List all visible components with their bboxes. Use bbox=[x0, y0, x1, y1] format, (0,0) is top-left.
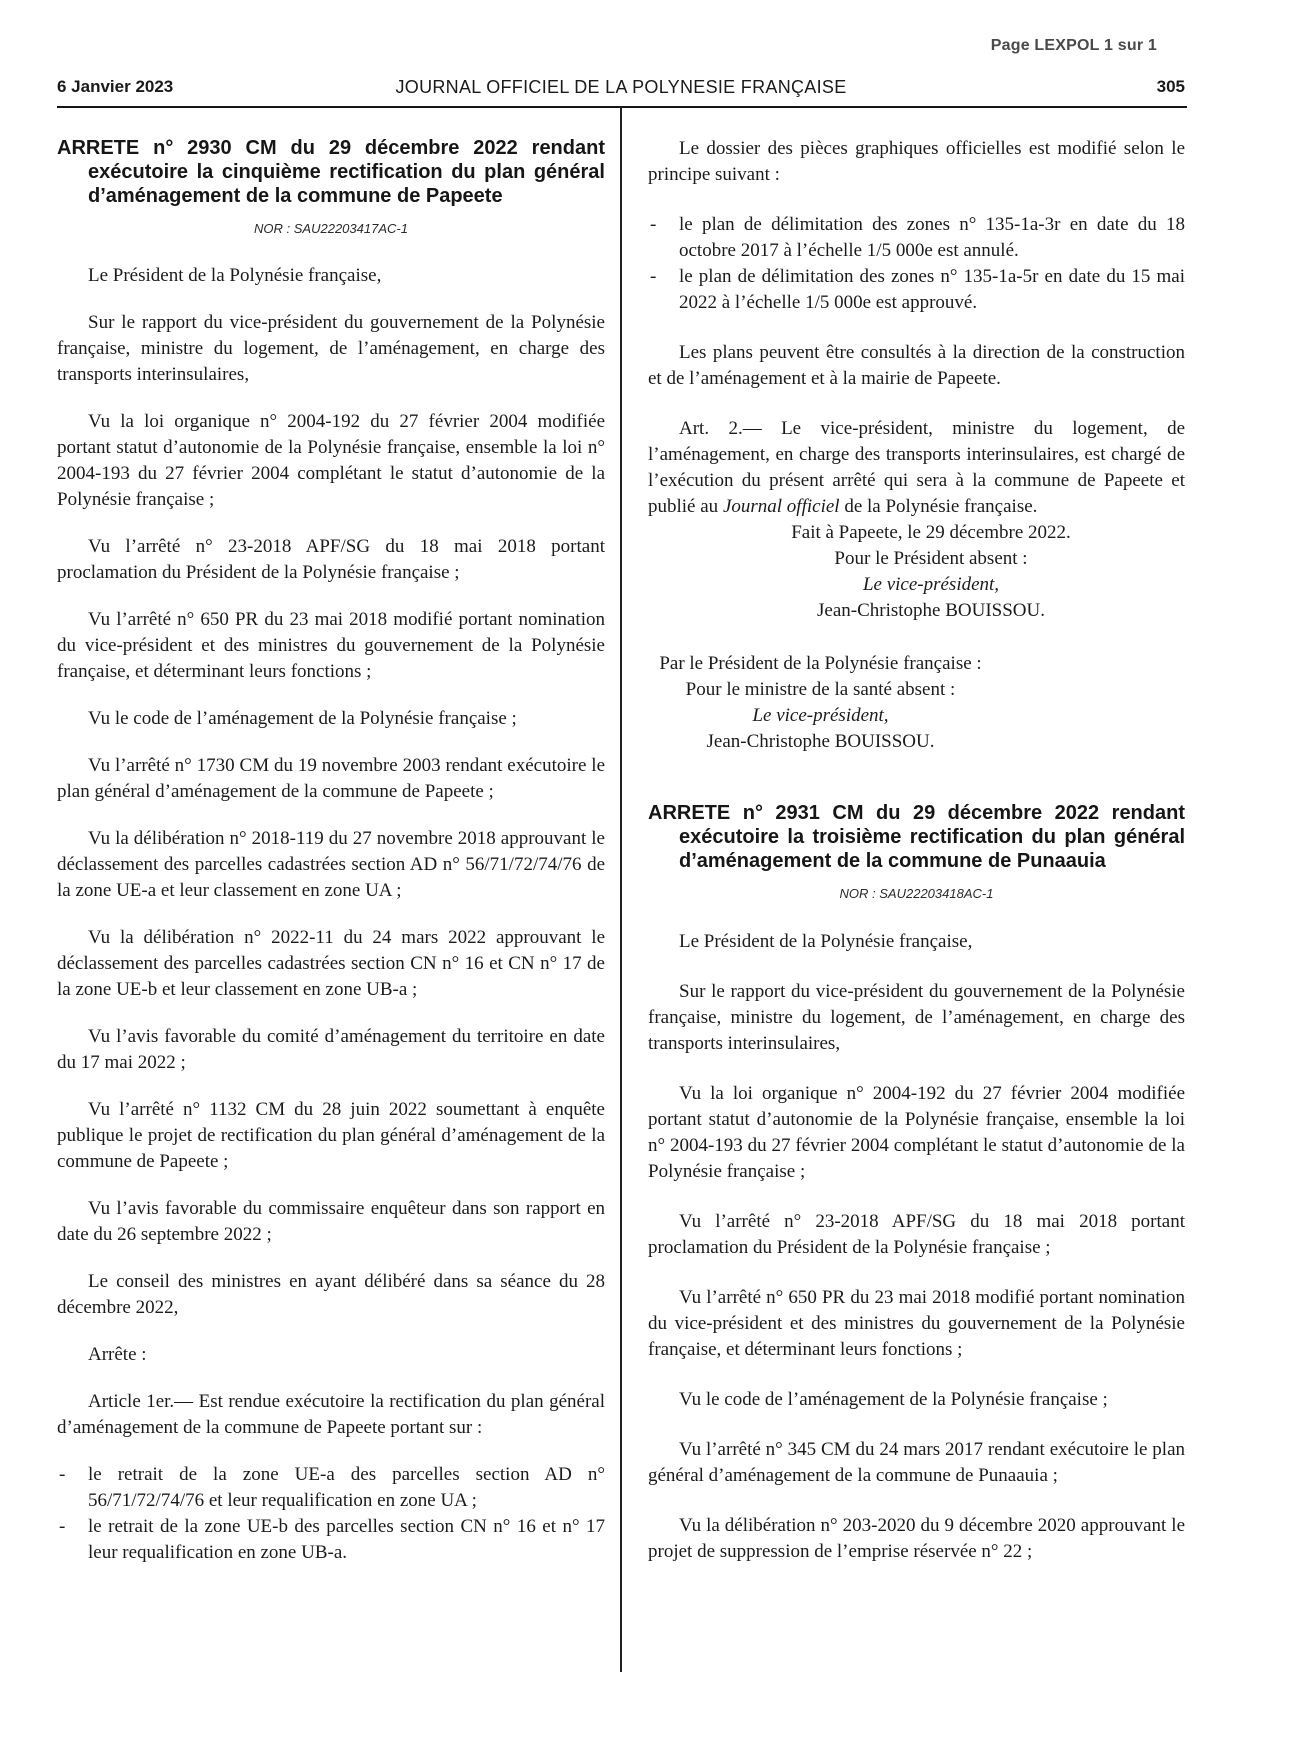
signature-block-par bbox=[648, 651, 993, 755]
journal-title: JOURNAL OFFICIEL DE LA POLYNESIE FRANÇAISE bbox=[395, 77, 847, 97]
paragraph: Le Président de la Polynésie française, bbox=[679, 931, 973, 952]
signature-name: Jean-Christophe BOUISSOU. bbox=[706, 731, 935, 752]
vu-clause: Vu l’arrêté n° 650 PR du 23 mai 2018 modifié portant nomination du vice-président et des ministres du gouvernement de la Polynésie française, et déterminant leurs fonctions ; bbox=[57, 609, 605, 682]
signature-line: Par le Président de la Polynésie française : bbox=[659, 653, 982, 674]
vu-clause: Vu l’arrêté n° 23-2018 APF/SG du 18 mai 2018 portant proclamation du Président de la Polynésie française ; bbox=[57, 536, 605, 583]
vu-clause: Vu la délibération n° 2022-11 du 24 mars 2022 approuvant le déclassement des parcelles cadastrées section CN n° 16 et CN n° 17 de la zone UE-b et leur classement en zone UB-a ; bbox=[57, 927, 605, 1000]
page-number: 305 bbox=[1156, 77, 1185, 96]
lexpol-page-indicator: Page LEXPOL 1 sur 1 bbox=[990, 37, 1157, 54]
header-rule bbox=[57, 106, 1187, 108]
dash-list bbox=[57, 1462, 605, 1566]
signature-line: Fait à Papeete, le 29 décembre 2022. bbox=[791, 522, 1071, 543]
paragraph: Le conseil des ministres en ayant délibéré dans sa séance du 28 décembre 2022, bbox=[57, 1271, 605, 1318]
vu-clause: Vu le code de l’aménagement de la Polynésie française ; bbox=[88, 708, 517, 729]
vu-clause: Vu l’arrêté n° 23-2018 APF/SG du 18 mai 2018 portant proclamation du Président de la Polynésie française ; bbox=[648, 1211, 1185, 1258]
dash-bullet: - bbox=[59, 1464, 66, 1485]
vu-clause: Vu l’avis favorable du commissaire enquêteur dans son rapport en date du 26 septembre 2022 ; bbox=[57, 1198, 605, 1245]
signature-block-fait bbox=[677, 520, 1185, 624]
list-item bbox=[648, 212, 1185, 264]
column-divider bbox=[620, 107, 622, 1672]
paragraph: Sur le rapport du vice-président du gouvernement de la Polynésie française, ministre du logement, de l’aménagement, en charge des transports interinsulaires, bbox=[648, 981, 1185, 1054]
vu-clause: Vu l’arrêté n° 650 PR du 23 mai 2018 modifié portant nomination du vice-président et des ministres du gouvernement de la Polynésie française, et déterminant leurs fonctions ; bbox=[648, 1287, 1185, 1360]
paragraph: Le dossier des pièces graphiques officielles est modifié selon le principe suivant : bbox=[648, 138, 1185, 185]
nor-number: NOR : SAU22203417AC-1 bbox=[254, 221, 408, 236]
paragraph: Sur le rapport du vice-président du gouvernement de la Polynésie française, ministre du logement, de l’aménagement, en charge des transports interinsulaires, bbox=[57, 312, 605, 385]
left-column bbox=[57, 136, 605, 1566]
signature-line: Pour le ministre de la santé absent : bbox=[685, 679, 956, 700]
vu-clause: Vu le code de l’aménagement de la Polynésie française ; bbox=[679, 1389, 1108, 1410]
masthead-date: 6 Janvier 2023 bbox=[57, 77, 174, 96]
vu-clause: Vu la loi organique n° 2004-192 du 27 février 2004 modifiée portant statut d’autonomie de la Polynésie française, ensemble la loi n° 2004-193 du 27 février 2004 complétant le statut d’autonomie de la Polynésie française ; bbox=[648, 1083, 1185, 1182]
paragraph: Le Président de la Polynésie française, bbox=[88, 265, 382, 286]
vu-clause: Vu la délibération n° 2018-119 du 27 novembre 2018 approuvant le déclassement des parcelles cadastrées section AD n° 56/71/72/74/76 de la zone UE-a et leur classement en zone UA ; bbox=[57, 828, 605, 901]
vu-clause: Vu la délibération n° 203-2020 du 9 décembre 2020 approuvant le projet de suppression de l’emprise réservée n° 22 ; bbox=[648, 1515, 1185, 1562]
journal-officiel-italic: Journal officiel bbox=[722, 496, 840, 517]
article-2-paragraph bbox=[648, 416, 1185, 520]
signature-name: Jean-Christophe BOUISSOU. bbox=[817, 600, 1045, 621]
arrete-2931-title: ARRETE n° 2931 CM du 29 décembre 2022 rendant exécutoire la troisième rectification du plan général d’aménagement de la commune de Punaauia bbox=[648, 802, 1185, 872]
vu-clause: Vu la loi organique n° 2004-192 du 27 février 2004 modifiée portant statut d’autonomie de la Polynésie française, ensemble la loi n° 2004-193 du 27 février 2004 complétant le statut d’autonomie de la Polynésie française ; bbox=[57, 411, 605, 510]
arrete-2930-title: ARRETE n° 2930 CM du 29 décembre 2022 rendant exécutoire la cinquième rectification du plan général d’aménagement de la commune de Papeete bbox=[57, 137, 605, 207]
vu-clause: Vu l’arrêté n° 345 CM du 24 mars 2017 rendant exécutoire le plan général d’aménagement de la commune de Punaauia ; bbox=[648, 1439, 1185, 1486]
list-item bbox=[57, 1462, 605, 1514]
paragraph: Les plans peuvent être consultés à la direction de la construction et de l’aménagement et à la mairie de Papeete. bbox=[648, 342, 1185, 389]
article-1-paragraph: Article 1er.— Est rendue exécutoire la rectification du plan général d’aménagement de la commune de Papeete portant sur : bbox=[57, 1391, 605, 1438]
dash-bullet: - bbox=[650, 266, 657, 287]
article-2-text: Art. 2.— Le vice-président, ministre du logement, de l’aménagement, en charge des transports interinsulaires, est chargé de l’exécution du présent arrêté qui sera à la commune de Papeete et publié au bbox=[648, 418, 1185, 517]
dash-bullet: - bbox=[650, 214, 657, 235]
arrete-label: Arrête : bbox=[88, 1344, 147, 1365]
article-2-text-end: de la Polynésie française. bbox=[839, 496, 1038, 517]
signature-line: Pour le Président absent : bbox=[834, 548, 1028, 569]
vu-clause: Vu l’avis favorable du comité d’aménagement du territoire en date du 17 mai 2022 ; bbox=[57, 1026, 605, 1073]
signature-line: Le vice-président, bbox=[862, 574, 1000, 595]
list-item-text: le retrait de la zone UE-b des parcelles section CN n° 16 et n° 17 leur requalification en zone UB-a. bbox=[88, 1516, 605, 1563]
right-column bbox=[648, 136, 1185, 1565]
list-item-text: le plan de délimitation des zones n° 135-1a-5r en date du 15 mai 2022 à l’échelle 1/5 000e est approuvé. bbox=[679, 266, 1185, 313]
list-item-text: le plan de délimitation des zones n° 135-1a-3r en date du 18 octobre 2017 à l’échelle 1/5 000e est annulé. bbox=[679, 214, 1185, 261]
nor-number: NOR : SAU22203418AC-1 bbox=[839, 886, 994, 901]
list-item bbox=[57, 1514, 605, 1566]
signature-line: Le vice-président, bbox=[752, 705, 889, 726]
list-item-text: le retrait de la zone UE-a des parcelles section AD n° 56/71/72/74/76 et leur requalification en zone UA ; bbox=[88, 1464, 605, 1511]
vu-clause: Vu l’arrêté n° 1132 CM du 28 juin 2022 soumettant à enquête publique le projet de rectification du plan général d’aménagement de la commune de Papeete ; bbox=[57, 1099, 605, 1172]
list-item bbox=[648, 264, 1185, 316]
dash-list bbox=[648, 212, 1185, 316]
dash-bullet: - bbox=[59, 1516, 66, 1537]
vu-clause: Vu l’arrêté n° 1730 CM du 19 novembre 2003 rendant exécutoire le plan général d’aménagement de la commune de Papeete ; bbox=[57, 755, 605, 802]
